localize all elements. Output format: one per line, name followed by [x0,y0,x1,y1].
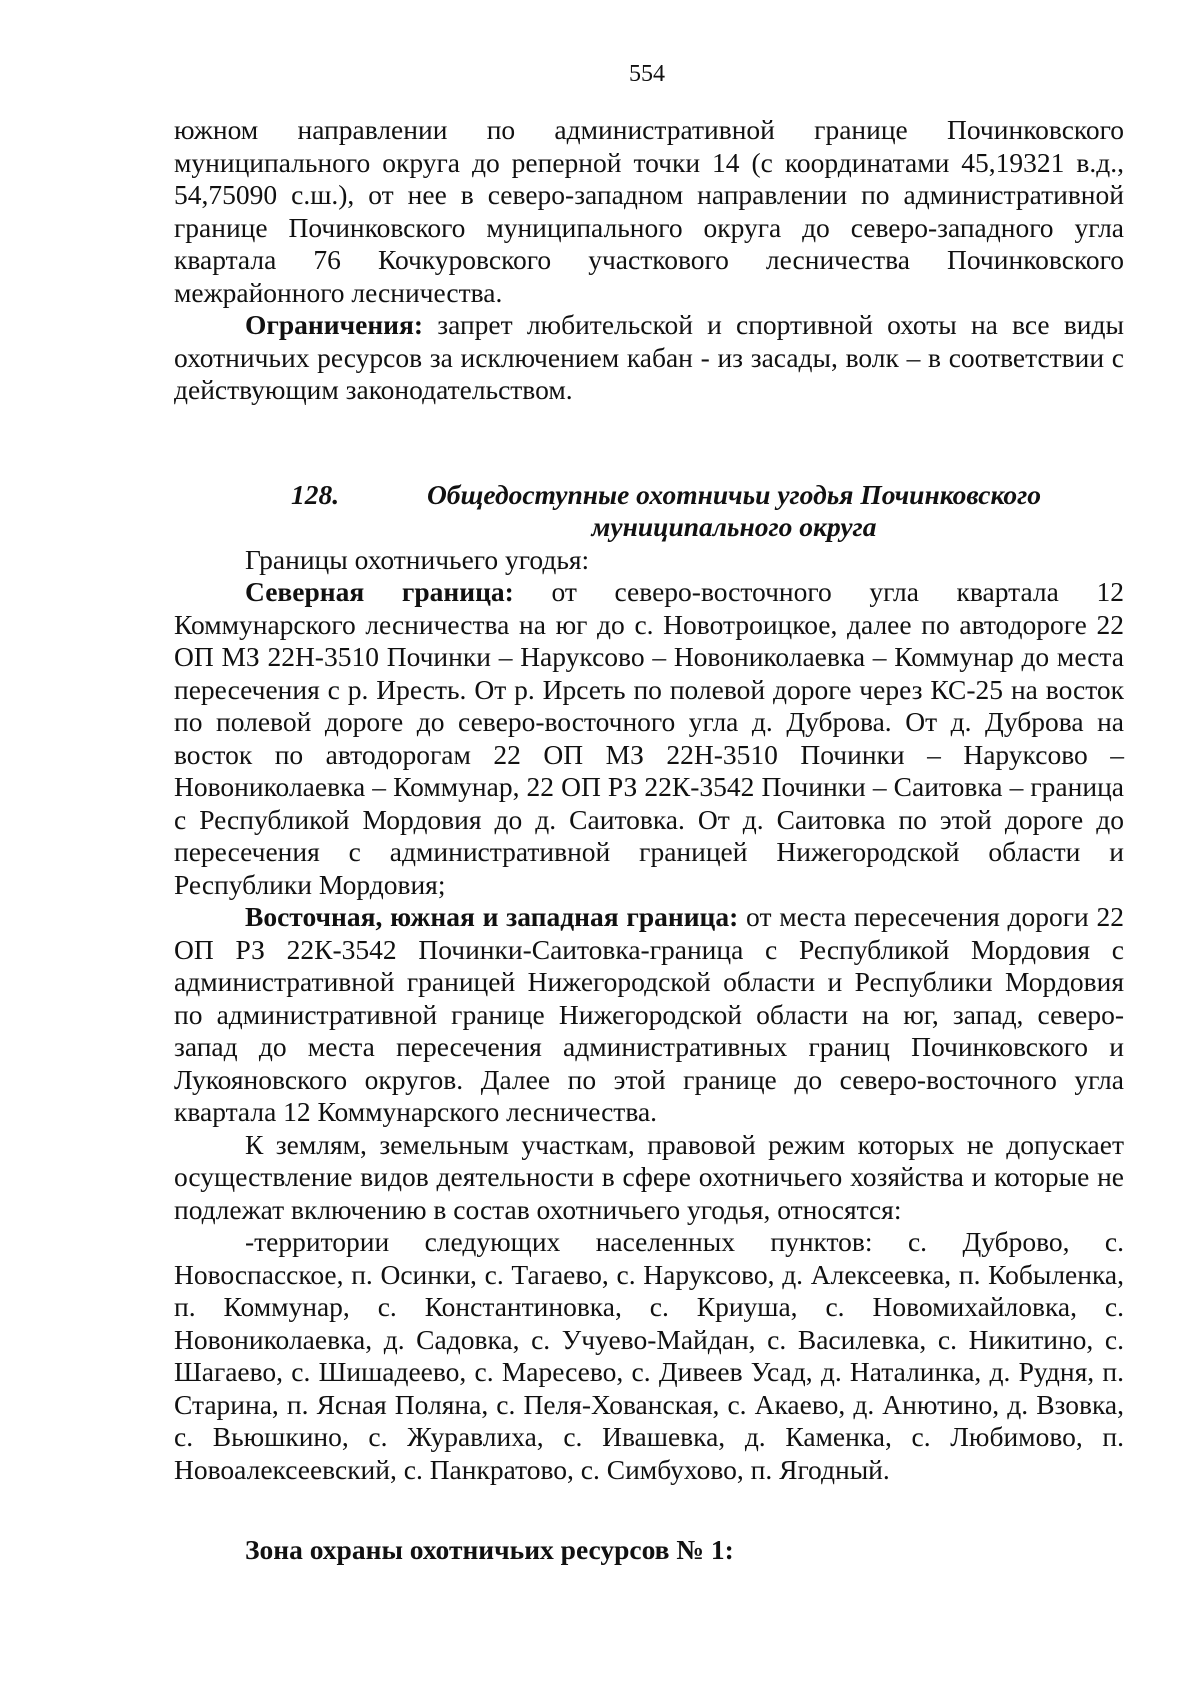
east-south-west-boundary-paragraph [174,901,1124,1129]
restrictions-paragraph [174,309,1124,407]
continuation-paragraph: южном направлении по административной границе Починковского муниципального округа до реперной точки 14 (с координатами 45,19321 в.д., 54,75090 с.ш.), от нее в северо-западном направлении по административной границе Починковского муниципального округа до северо-западного угла квартала 76 Кочкуровского участкового лесничества Починковского межрайонного лесничества. [174,114,1124,308]
east-south-west-boundary-label: Восточная, южная и западная граница: [245,901,739,932]
document-page [174,62,1124,1567]
section-heading [174,479,1124,544]
settlements-list: -территории следующих населенных пунктов: с. Дуброво, с. Новоспасское, п. Осинки, с. Тагаево, с. Наруксово, д. Алексеевка, п. Кобыленка, п. Коммунар, с. Константиновка, с. Криуша, с. Новомихайловка, с. Новониколаевка, д. Садовка, с. Учуево-Майдан, с. Василевка, с. Никитино, с. Шагаево, с. Шишадеево, с. Маресево, с. Дивеев Усад, д. Наталинка, д. Рудня, п. Старина, п. Ясная Поляна, с. Пеля-Хованская, с. Акаево, д. Анютино, д. Взовка, с. Вьюшкино, с. Журавлиха, с. Ивашевка, д. Каменка, с. Любимово, п. Новоалексеевский, с. Панкратово, с. Симбухово, п. Ягодный. [174,1226,1124,1485]
boundaries-intro: Границы охотничьего угодья: [245,543,590,575]
north-boundary-label: Северная граница: [245,576,514,607]
section-title: Общедоступные охотничьи угодья Починковского муниципального округа [426,478,1042,542]
restrictions-label: Ограничения: [245,309,424,340]
east-south-west-boundary-text: от места пересечения дороги 22 ОП РЗ 22К-3542 Починки-Саитовка-граница с Республикой Мордовия с административной границей Нижегородской области и Республики Мордовия по административной границе Нижегородской области на юг, запад, северо-запад до места пересечения административных границ Починковского и Лукояновского округов. Далее по этой границе до северо-восточного угла квартала 12 Коммунарского лесничества. [174,901,1124,1127]
north-boundary-text: от северо-восточного угла квартала 12 Коммунарского лесничества на юг до с. Новотроицкое, далее по автодороге 22 ОП МЗ 22Н-3510 Починки – Наруксово – Новониколаевка – Коммунар до места пересечения с р. Иресть. От р. Ирсеть по полевой дороге через КС-25 на восток по полевой дороге до северо-восточного угла д. Дуброва. От д. Дуброва на восток по автодорогам 22 ОП МЗ 22Н-3510 Починки – Наруксово – Новониколаевка – Коммунар, 22 ОП РЗ 22К-3542 Починки – Саитовка – граница с Республикой Мордовия до д. Саитовка. От д. Саитовка по этой дороге до пересечения с административной границей Нижегородской области и Республики Мордовия; [174,576,1125,900]
section-number: 128. [291,478,340,510]
restrictions-text: запрет любительской и спортивной охоты на все виды охотничьих ресурсов за исключением кабан - из засады, волк – в соответствии с действующим законодательством. [174,309,1124,405]
north-boundary-paragraph [174,576,1124,901]
page-number: 554 [629,61,665,87]
excluded-lands-intro: К землям, земельным участкам, правовой режим которых не допускает осуществление видов деятельности в сфере охотничьего хозяйства и которые не подлежат включению в состав охотничьего угодья, относятся: [174,1128,1124,1225]
protection-zone-heading: Зона охраны охотничьих ресурсов № 1: [245,1534,734,1565]
